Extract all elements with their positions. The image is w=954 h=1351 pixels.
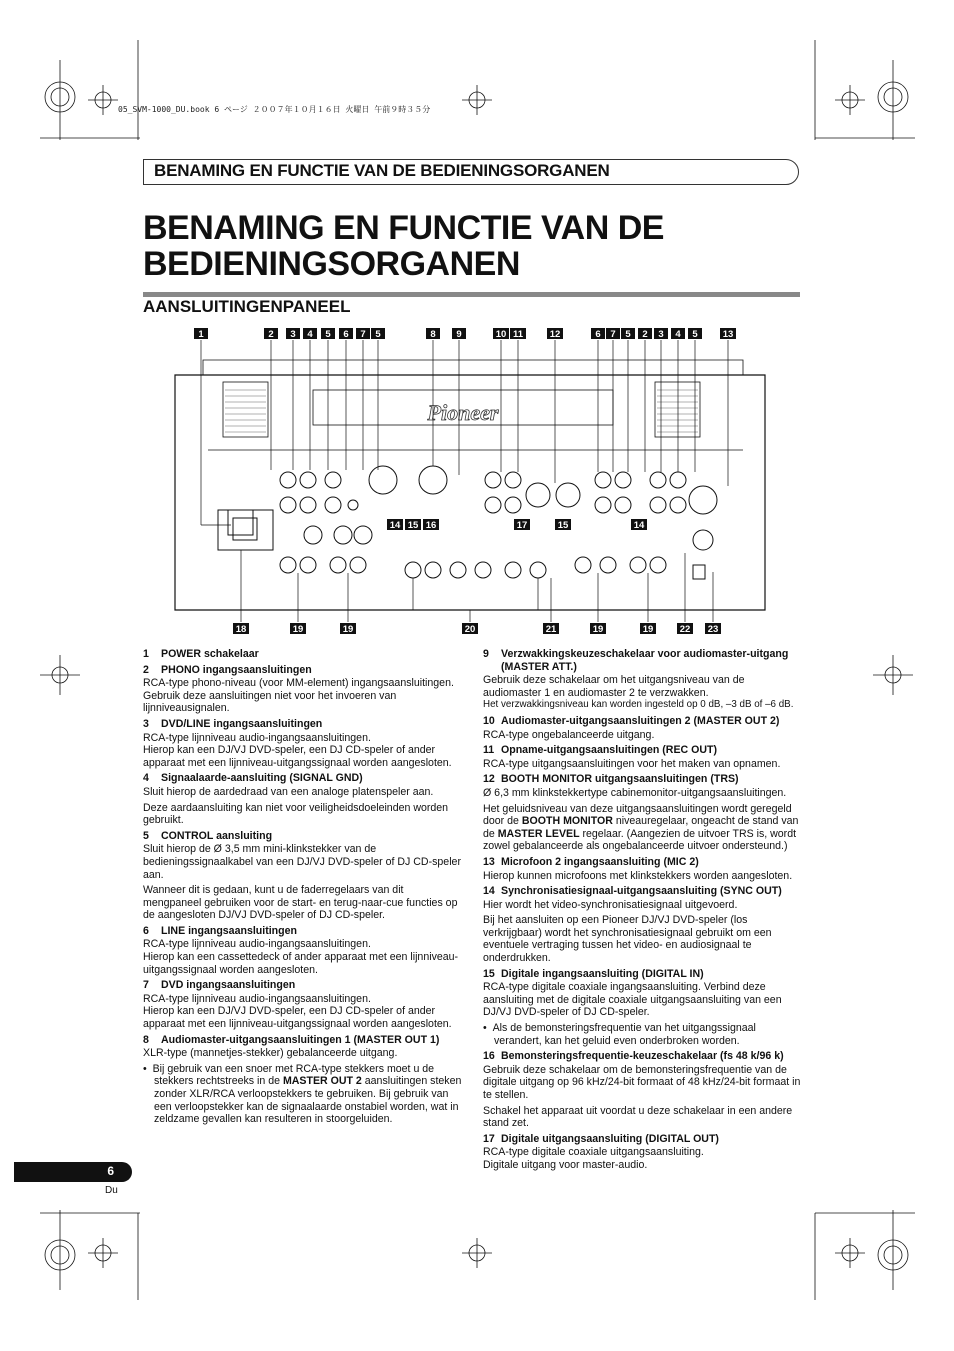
- callout-4: 4: [307, 329, 313, 340]
- item-15-title: 15 Digitale ingangsaansluiting (DIGITAL IN): [483, 967, 704, 980]
- callout-3b: 3: [658, 329, 664, 340]
- section-header: [143, 159, 799, 185]
- callout-16: 16: [425, 520, 437, 531]
- item-15-text: RCA-type digitale coaxiale ingangsaansluiting. Verbind deze aansluiting met de digitale coaxiale uitgangsaansluiting van een DJ/VJ DVD-speler of DJ CD-speler.: [483, 981, 782, 1019]
- callout-13: 13: [722, 329, 734, 340]
- callout-5c: 5: [625, 329, 631, 340]
- callout-21: 21: [545, 624, 557, 635]
- pioneer-logo: Pioneer: [427, 400, 499, 425]
- callout-10: 10: [495, 329, 507, 340]
- item-3-title: 3 DVD/LINE ingangsaansluitingen: [143, 717, 323, 730]
- callout-9: 9: [456, 329, 462, 340]
- item-13-text: Hierop kunnen microfoons met klinkstekkers worden aangesloten.: [483, 869, 793, 882]
- page-number-tab: [14, 1162, 132, 1182]
- item-17-text: RCA-type digitale coaxiale uitgangsaansluiting.: [483, 1146, 704, 1159]
- callout-19: 19: [292, 624, 304, 635]
- callout-19d: 19: [642, 624, 654, 635]
- connection-panel-diagram: [143, 320, 803, 640]
- callout-7b: 7: [610, 329, 616, 340]
- callout-3: 3: [290, 329, 296, 340]
- item-7-text: RCA-type lijnniveau audio-ingangsaansluitingen.: [143, 992, 371, 1005]
- item-4-text: Sluit hierop de aardedraad van een analoge platenspeler aan.: [143, 785, 434, 798]
- item-5-text: Sluit hierop de Ø 3,5 mm mini-klinkstekker van de bedieningssignaalkabel van een DJ/VJ DVD-speler of DJ CD-speler aan.: [143, 843, 461, 881]
- item-7-title: 7 DVD ingangsaansluitingen: [143, 979, 296, 992]
- item-14-text: Hier wordt het video-synchronisatiesignaal uitgevoerd.: [483, 898, 738, 911]
- callout-22: 22: [679, 624, 691, 635]
- item-6-text: RCA-type lijnniveau audio-ingangsaansluitingen.: [143, 938, 371, 951]
- item-2-text: RCA-type phono-niveau (voor MM-element) ingangsaansluitingen. Gebruik deze aansluitingen niet voor het invoeren van lijnniveausignalen.: [143, 677, 454, 715]
- item-15-bullet: • Als de bemonsteringsfrequentie van het uitgangssignaal verandert, kan het geluid even onderbroken worden.: [483, 1022, 756, 1047]
- callout-4b: 4: [675, 329, 681, 340]
- callout-2b: 2: [642, 329, 648, 340]
- item-12-text-2: Het geluidsniveau van deze uitgangsaansluitingen wordt geregeld door de BOOTH MONITOR niveauregelaar, ongeacht de stand van de MASTER LEVEL regelaar. (Aangezien de uitvoer TRS is, wordt zowel gebalanceerde als ongebalanceerde uitvoer ondersteund.): [483, 802, 799, 853]
- callout-1: 1: [198, 329, 204, 340]
- callout-6b: 6: [595, 329, 601, 340]
- page-number: 6: [107, 1164, 114, 1178]
- item-16-text: Gebruik deze schakelaar om de bemonsteringsfrequentie van de digitale uitgang op 96 kHz/24-bit formaat of 48 kHz/24-bit formaat in te stellen.: [483, 1063, 801, 1101]
- item-2-title: 2 PHONO ingangsaansluitingen: [143, 663, 312, 676]
- item-14-text-2: Bij het aansluiten op een Pioneer DJ/VJ DVD-speler (los verkrijgbaar) wordt het synchronisatiesignaal gebruikt om een eventuele vertraging tussen het video- en audiosignaal te onderdrukken.: [483, 914, 772, 965]
- callout-14: 14: [389, 520, 401, 531]
- item-13-title: 13 Microfoon 2 ingangsaansluiting (MIC 2): [483, 855, 699, 868]
- item-16-text-2: Schakel het apparaat uit voordat u deze schakelaar in een andere stand zet.: [483, 1104, 793, 1130]
- callout-2: 2: [268, 329, 274, 340]
- item-10-title: 10 Audiomaster-uitgangsaansluitingen 2 (MASTER OUT 2): [483, 714, 780, 727]
- item-1-title: 1 POWER schakelaar: [143, 648, 259, 660]
- item-11-text: RCA-type uitgangsaansluitingen voor het maken van opnamen.: [483, 757, 781, 770]
- callout-15: 15: [407, 520, 419, 531]
- item-10-text: RCA-type ongebalanceerde uitgang.: [483, 728, 655, 741]
- right-column: [483, 645, 803, 1175]
- item-9-text: Gebruik deze schakelaar om het uitgangsniveau van de audiomaster 1 en audiomaster 2 te verzwakken.: [483, 674, 745, 699]
- callout-17: 17: [516, 520, 528, 531]
- item-16-title: 16 Bemonsteringsfrequentie-keuzeschakelaar (fs 48 k/96 k): [483, 1050, 784, 1063]
- item-5-title: 5 CONTROL aansluiting: [143, 829, 273, 842]
- callout-19c: 19: [592, 624, 604, 635]
- callout-18: 18: [235, 624, 247, 635]
- subsection-title: AANSLUITINGENPANEEL: [143, 297, 351, 316]
- callout-7: 7: [360, 329, 366, 340]
- item-9-title: 9 Verzwakkingskeuzeschakelaar voor audiomaster-uitgang (MASTER ATT.): [483, 648, 789, 673]
- item-12-text: Ø 6,3 mm klinkstekkertype cabinemonitor-uitgangsaansluitingen.: [483, 786, 787, 799]
- print-header: 05_SVM-1000_DU.book 6 ページ ２００７年１０月１６日 火曜日 午前９時３５分: [118, 105, 431, 114]
- item-11-title: 11 Opname-uitgangsaansluitingen (REC OUT): [483, 744, 718, 757]
- callout-8: 8: [430, 329, 436, 340]
- left-column: [143, 645, 463, 1129]
- item-9-note: Het verzwakkingsniveau kan worden ingesteld op 0 dB, –3 dB of –6 dB.: [483, 699, 794, 711]
- callout-11: 11: [512, 329, 524, 340]
- callout-6: 6: [343, 329, 349, 340]
- callout-12: 12: [549, 329, 561, 340]
- item-4-title: 4 Signaalaarde-aansluiting (SIGNAL GND): [143, 772, 363, 785]
- callout-5d: 5: [692, 329, 698, 340]
- page-title: BENAMING EN FUNCTIE VAN DE BEDIENINGSORGANEN: [143, 209, 664, 283]
- item-8-bullet: • Bij gebruik van een snoer met RCA-type stekkers moet u de stekkers rechtstreeks in de MASTER OUT 2 aansluitingen steken zonder XLR/RCA verloopstekkers te gebruiken. Bij gebruik van een verloopstekker kan de signaalaarde onstabiel worden, wat in zeldzame gevallen kan resulteren in stoorgeluiden.: [143, 1062, 462, 1126]
- item-4-text-2: Deze aardaansluiting kan niet voor veiligheidsdoeleinden worden gebruikt.: [143, 801, 449, 827]
- callout-23: 23: [707, 624, 719, 635]
- item-14-title: 14 Synchronisatiesignaal-uitgangsaansluiting (SYNC OUT): [483, 885, 782, 898]
- callout-20: 20: [464, 624, 476, 635]
- callout-5b: 5: [375, 329, 381, 340]
- callout-5: 5: [325, 329, 331, 340]
- item-17-text-2: Digitale uitgang voor master-audio.: [483, 1158, 648, 1171]
- item-6-text-2: Hierop kan een cassettedeck of ander apparaat met een lijnniveau-uitgangssignaal worden aangesloten.: [143, 951, 459, 976]
- callout-19b: 19: [342, 624, 354, 635]
- item-8-title: 8 Audiomaster-uitgangsaansluitingen 1 (MASTER OUT 1): [143, 1033, 440, 1046]
- item-17-title: 17 Digitale uitgangsaansluiting (DIGITAL OUT): [483, 1132, 719, 1145]
- section-header-text: BENAMING EN FUNCTIE VAN DE BEDIENINGSORGANEN: [154, 161, 610, 180]
- item-6-title: 6 LINE ingangsaansluitingen: [143, 924, 297, 937]
- callout-14b: 14: [633, 520, 645, 531]
- callout-15b: 15: [557, 520, 569, 531]
- item-8-text: XLR-type (mannetjes-stekker) gebalanceerde uitgang.: [143, 1047, 398, 1060]
- page-language: Du: [105, 1185, 118, 1196]
- item-3-text: RCA-type lijnniveau audio-ingangsaansluitingen.: [143, 731, 371, 744]
- item-3-text-2: Hierop kan een DJ/VJ DVD-speler, een DJ CD-speler of ander apparaat met een lijnniveau-uitgangssignaal worden aangesloten.: [143, 744, 452, 769]
- item-7-text-2: Hierop kan een DJ/VJ DVD-speler, een DJ CD-speler of ander apparaat met een lijnniveau-uitgangssignaal worden aangesloten.: [143, 1005, 452, 1031]
- item-5-text-2: Wanneer dit is gedaan, kunt u de faderregelaars van dit mengpaneel gebruiken voor de start- en terug-naar-cue functies op de aangesloten DJ/VJ DVD-speler of DJ CD-speler.: [143, 884, 458, 922]
- item-12-title: 12 BOOTH MONITOR uitgangsaansluitingen (TRS): [483, 773, 739, 786]
